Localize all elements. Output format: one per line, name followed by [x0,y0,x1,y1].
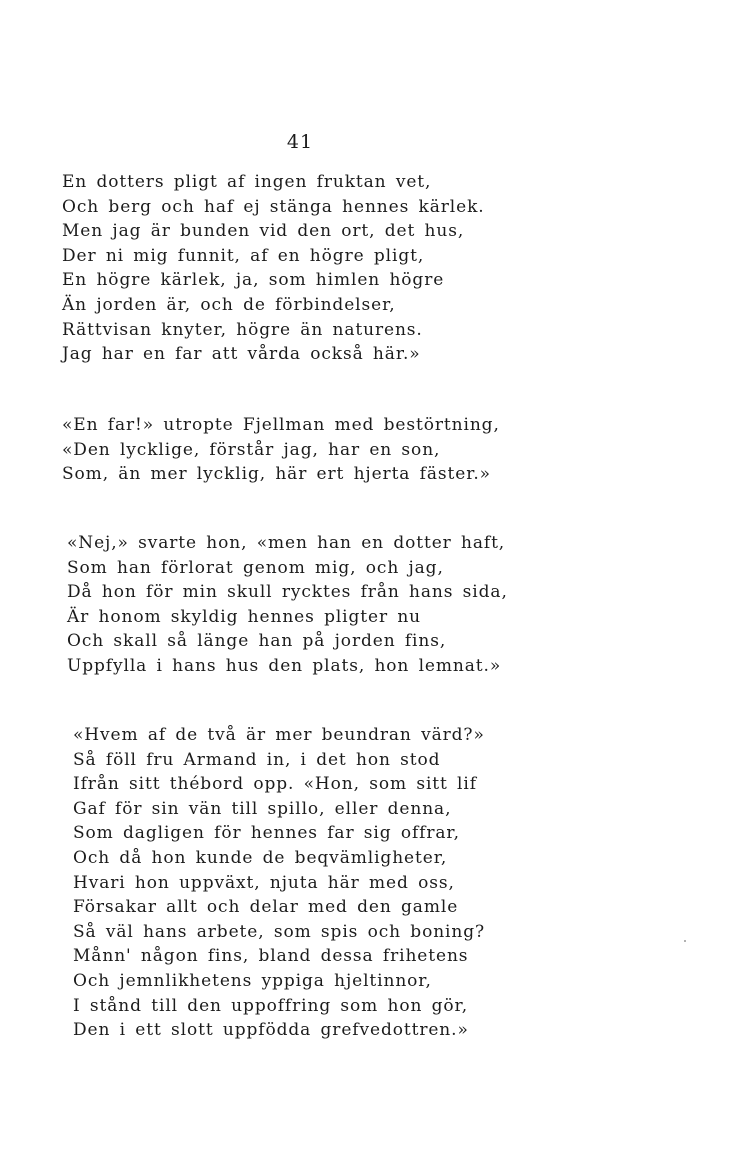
page-number: 41 [286,131,314,153]
stanza [67,531,508,679]
stanza [62,413,500,487]
verse-line: Månn' någon fins, bland dessa frihetens [73,946,469,967]
verse-line: Då hon för min skull rycktes från hans sida, [67,582,508,603]
paper-speck [684,940,686,942]
verse-line: I stånd till den uppoffring som hon gör, [73,995,469,1016]
stanza [73,723,485,1043]
verse-line: Men jag är bunden vid den ort, det hus, [62,221,465,242]
verse-line: Försakar allt och delar med den gamle [73,897,459,918]
verse-line: Der ni mig funnit, af en högre pligt, [62,245,425,266]
verse-line: Så föll fru Armand in, i det hon stod [73,749,441,770]
verse-line: Rättvisan knyter, högre än naturens. [62,319,423,340]
verse-line: En högre kärlek, ja, som himlen högre [62,270,445,291]
verse-line: Så väl hans arbete, som spis och boning? [73,921,486,942]
verse-line: Jag har en far att vårda också här.» [62,344,421,365]
verse-line: Ifrån sitt thébord opp. «Hon, som sitt lif [73,774,477,795]
verse-line: Som, än mer lycklig, här ert hjerta fäster.» [62,464,491,485]
verse-line: «En far!» utropte Fjellman med bestörtning, [62,415,500,435]
verse-line: «Hvem af de två är mer beundran värd?» [73,725,485,745]
verse-line: Uppfylla i hans hus den plats, hon lemnat.» [67,655,502,676]
verse-line: En dotters pligt af ingen fruktan vet, [62,172,432,192]
verse-line: Gaf för sin vän till spillo, eller denna, [73,798,452,819]
verse-line: Och berg och haf ej stänga hennes kärlek. [62,196,485,217]
verse-line: Och skall så länge han på jorden fins, [67,631,447,652]
verse-line: Den i ett slott uppfödda grefvedottren.» [73,1020,469,1041]
stanza [62,170,485,367]
verse-line: Och då hon kunde de beqvämligheter, [73,847,448,868]
verse-line: Än jorden är, och de förbindelser, [62,294,396,315]
verse-line: Är honom skyldig hennes pligter nu [67,606,422,627]
verse-line: Som han förlorat genom mig, och jag, [67,557,444,578]
verse-line: Som dagligen för hennes far sig offrar, [73,823,460,844]
verse-line: Hvari hon uppväxt, njuta här med oss, [73,872,455,893]
verse-line: Och jemnlikhetens yppiga hjeltinnor, [73,970,432,991]
verse-line: «Den lycklige, förstår jag, har en son, [62,439,441,460]
verse-line: «Nej,» svarte hon, «men han en dotter haft, [67,533,506,553]
